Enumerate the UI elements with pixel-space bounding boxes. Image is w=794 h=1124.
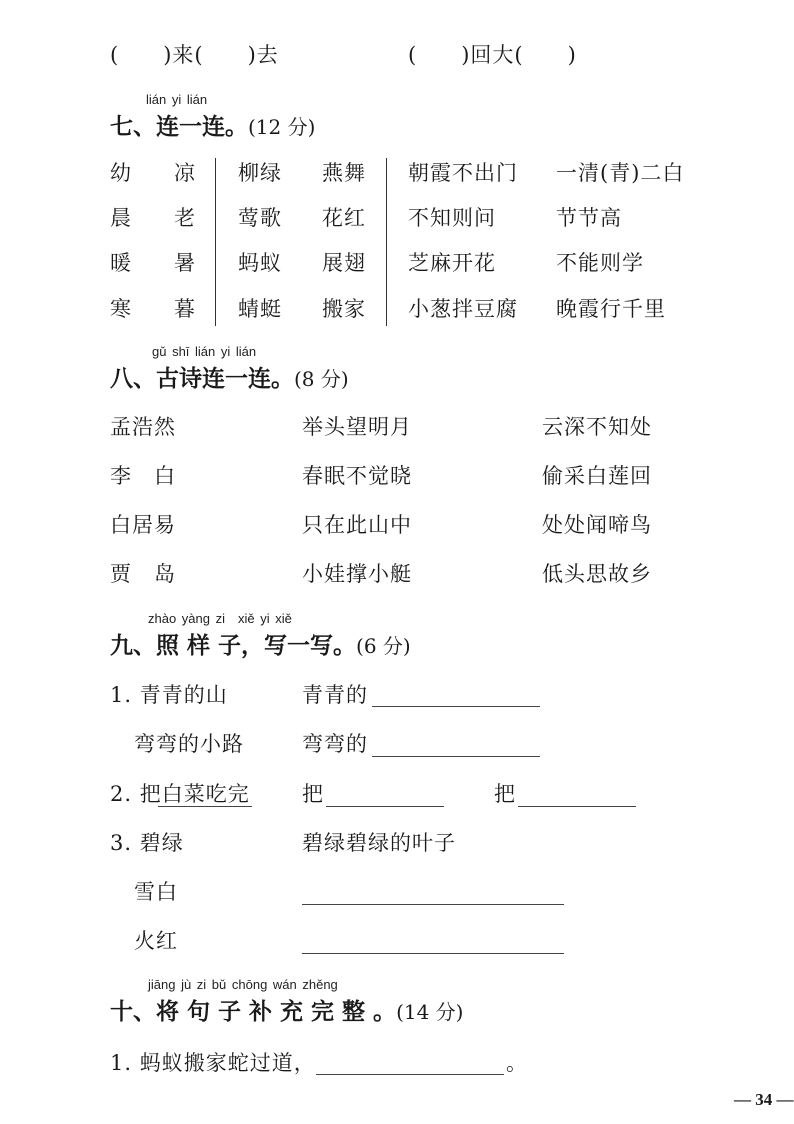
section8-pinyin: gǔ shī lián yi lián [152, 344, 257, 359]
answer-blank[interactable] [372, 756, 540, 757]
s9-q1-prompt: 青青的 [302, 683, 368, 707]
s9-q3-word-b: 火红 [134, 929, 178, 953]
example-underline [158, 806, 252, 807]
s7-col2-left: 柳绿 [238, 161, 282, 185]
s9-q1-example: 1. 青青的山 [110, 683, 228, 707]
s9-q3-example-word: 3. 碧绿 [110, 831, 184, 855]
s7-col3-left: 芝麻开花 [408, 251, 496, 275]
s7-col3-right: 一清(青)二白 [556, 161, 685, 185]
answer-blank[interactable] [372, 706, 540, 707]
section8-title-text: 八、古诗连一连。 [110, 366, 294, 392]
s8-line-b: 云深不知处 [542, 415, 652, 439]
s7-col2-left: 莺歌 [238, 206, 282, 230]
section7-score: (12 分) [248, 115, 316, 139]
section10-score: (14 分) [396, 1000, 464, 1024]
s7-col2-right: 花红 [322, 206, 366, 230]
s7-col2-right: 燕舞 [322, 161, 366, 185]
s8-line-a: 只在此山中 [302, 513, 412, 537]
answer-blank[interactable] [302, 953, 564, 954]
s8-line-b: 处处闻啼鸟 [542, 513, 652, 537]
answer-blank[interactable] [518, 806, 636, 807]
s7-col3-left: 小葱拌豆腐 [408, 297, 518, 321]
s8-poet: 白居易 [110, 513, 176, 537]
section10-title [110, 998, 463, 1026]
s8-line-b: 低头思故乡 [542, 562, 652, 586]
s9-q2-prompt-a: 把 [302, 782, 324, 806]
section10-title-text: 十、将 句 子 补 充 完 整 。 [110, 999, 397, 1025]
s7-col1-left: 寒 [110, 297, 132, 321]
s7-col1-left: 幼 [110, 161, 132, 185]
s10-q1-end: 。 [506, 1051, 528, 1075]
s7-col1-right: 暮 [174, 297, 196, 321]
s7-col2-right: 搬家 [322, 297, 366, 321]
page-number: — 34 — [734, 1090, 794, 1109]
s8-poet: 贾 岛 [110, 562, 176, 586]
s8-poet: 李 白 [110, 464, 176, 488]
s7-col2-left: 蜻蜓 [238, 297, 282, 321]
answer-blank[interactable] [316, 1074, 504, 1075]
section7-title-text: 七、连一连。 [110, 114, 248, 140]
section9-title [110, 632, 411, 660]
section8-score: (8 分) [294, 367, 349, 391]
column-divider [386, 158, 387, 326]
s7-col2-right: 展翅 [322, 251, 366, 275]
s7-col1-right: 老 [174, 206, 196, 230]
s7-col3-left: 不知则问 [408, 206, 496, 230]
section9-score: (6 分) [356, 634, 411, 658]
s7-col1-right: 暑 [174, 251, 196, 275]
top-row-left: ( )来( )去 [110, 43, 279, 67]
s7-col1-left: 暖 [110, 251, 132, 275]
s10-q1-text: 1. 蚂蚁搬家蛇过道， [110, 1051, 316, 1075]
s8-line-a: 举头望明月 [302, 415, 412, 439]
s7-col3-right: 晚霞行千里 [556, 297, 666, 321]
section7-pinyin: lián yi lián [146, 92, 208, 107]
section9-pinyin: zhào yàng zi xiě yi xiě [148, 611, 292, 626]
s8-line-a: 春眠不觉晓 [302, 464, 412, 488]
s9-q3-example-phrase: 碧绿碧绿的叶子 [302, 831, 456, 855]
section10-pinyin: jiāng jù zi bǔ chōng wán zhěng [148, 977, 338, 992]
s7-col1-right: 凉 [174, 161, 196, 185]
s7-col3-left: 朝霞不出门 [408, 161, 518, 185]
s7-col2-left: 蚂蚁 [238, 251, 282, 275]
s9-q1b-prompt: 弯弯的 [302, 732, 368, 756]
s8-poet: 孟浩然 [110, 415, 176, 439]
s9-q1b-example: 弯弯的小路 [134, 732, 244, 756]
answer-blank[interactable] [326, 806, 444, 807]
column-divider [215, 158, 216, 326]
s7-col3-right: 不能则学 [556, 251, 644, 275]
s8-line-b: 偷采白莲回 [542, 464, 652, 488]
section9-title-text: 九、照 样 子，写一写。 [110, 633, 357, 659]
s8-line-a: 小娃撑小艇 [302, 562, 412, 586]
s9-q2-prompt-b: 把 [494, 782, 516, 806]
s7-col3-right: 节节高 [556, 206, 622, 230]
top-row-right: ( )回大( ) [408, 43, 577, 67]
s9-q2-example: 2. 把白菜吃完 [110, 782, 250, 806]
answer-blank[interactable] [302, 904, 564, 905]
s7-col1-left: 晨 [110, 206, 132, 230]
section8-title [110, 365, 349, 393]
section7-title [110, 113, 315, 141]
s9-q3-word-a: 雪白 [134, 880, 178, 904]
